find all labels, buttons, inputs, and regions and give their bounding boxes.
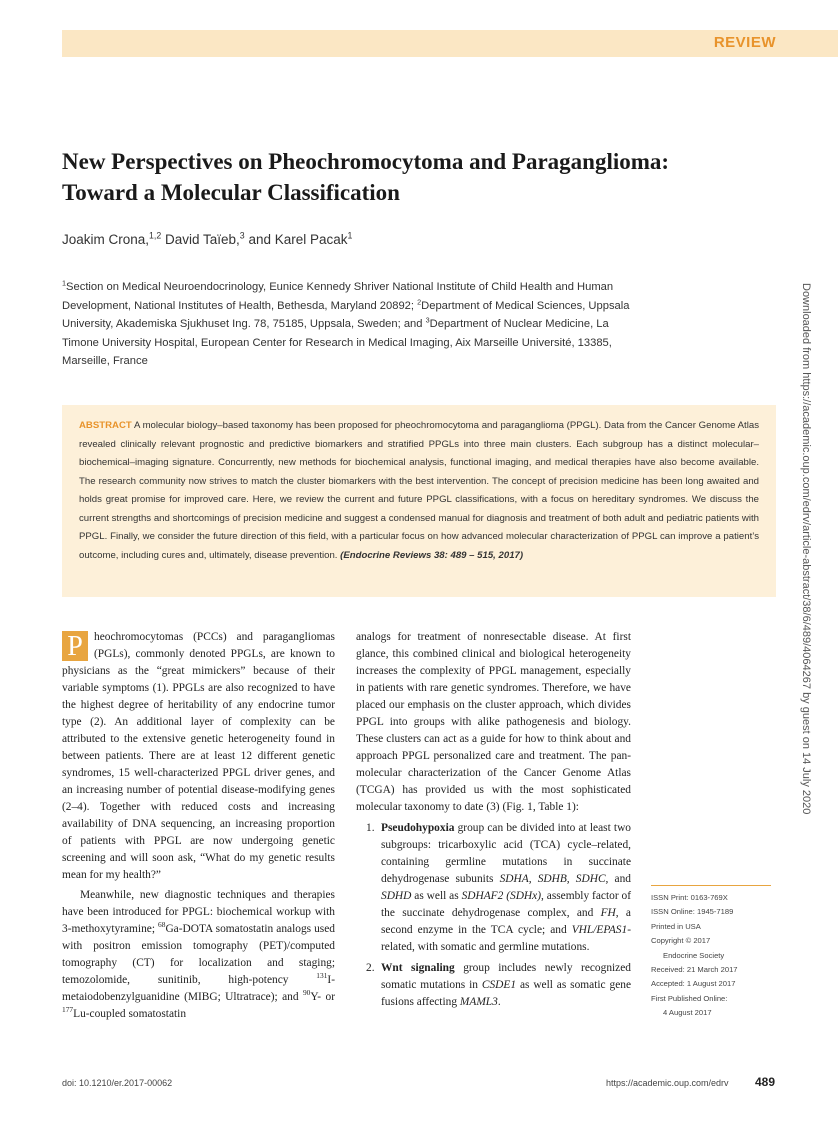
paragraph-text: Meanwhile, new diagnostic techniques and therapies have been introduced for PPGL: biochemical workup with 3-methoxytyramine; (62, 889, 335, 935)
cluster-name: Wnt signaling (381, 962, 455, 974)
list-text: as well as somatic gene fusions affecting (381, 979, 631, 1008)
list-number: 1. (366, 822, 375, 834)
list-text: . (497, 996, 501, 1008)
affiliation-text: Department of Nuclear Medicine, La Timone University Hospital, European Center for Research in Medical Imaging, Aix Marseille Université, 13385, Marseille, France (62, 318, 612, 368)
affiliations (62, 278, 642, 371)
issn-print: ISSN Print: 0163-769X (651, 893, 728, 902)
gene-name: SDHA, SDHB, SDHC, (499, 873, 609, 885)
section-banner (62, 30, 838, 57)
body-column-right (356, 629, 631, 1011)
affiliation-text: Department of Medical Sciences, Uppsala University, Akademiska Sjukhuset Ing. 78, 75185, Uppsala, Sweden; and (62, 299, 630, 331)
download-watermark: Downloaded from https://academic.oup.com/edrv/article-abstract/38/6/489/4064267 by guest on 14 July 2020 (800, 283, 812, 815)
copyright-holder: Endocrine Society (663, 950, 725, 960)
author-list (62, 232, 352, 247)
printed-in: Printed in USA (651, 921, 701, 931)
section-label: REVIEW (713, 34, 776, 51)
gene-name: VHL/EPAS1 (571, 924, 628, 936)
paragraph-text: heochromocytomas (PCCs) and paragangliomas (PGLs), commonly denoted PPGLs, are known to physicians as the “great mimickers” because of their variable symptoms (1). PPGLs are also recognized to have the highest degree of heritability of any endocrine tumor type (2). An additional layer of complexity can be attributed to the extensive genetic heterogeneity found in between patients. There are at least 12 different genetic syndromes, 15 well-characterized PPGL driver genes, and an increasing number of potential disease-modifying genes (2–4). Together with reduced costs and increasing availability of DNA sequencing, an increasing proportion of patients with PPGL are now undergoing genetic screening and will soon ask, “What do my genetic results mean for my health?” (62, 631, 335, 881)
list-text: as well as (411, 890, 462, 902)
isotope-mass: 177 (62, 1005, 74, 1015)
author-affiliation-mark: 1 (347, 230, 353, 241)
gene-name: SDHAF2 (SDHx) (461, 890, 542, 902)
list-item (356, 820, 631, 956)
gene-name: SDHD (381, 890, 412, 902)
page-number: 489 (755, 1075, 776, 1089)
list-number: 2. (366, 962, 375, 974)
paragraph-text: Lu-coupled somatostatin (73, 1008, 187, 1020)
first-published-date: 4 August 2017 (663, 1008, 712, 1018)
affiliation-text: Section on Medical Neuroendocrinology, Eunice Kennedy Shriver National Institute of Child Health and Human Development, National Institutes of Health, Bethesda, Maryland 20892; (62, 281, 614, 312)
gene-name: FH (600, 907, 616, 919)
article-title: New Perspectives on Pheochromocytoma and Paraganglioma: Toward a Molecular Classification (62, 149, 670, 205)
author-affiliation-mark: 1,2 (149, 230, 162, 241)
author-affiliation-mark: 3 (239, 230, 245, 241)
footer-doi: doi: 10.1210/er.2017-00062 (62, 1078, 173, 1088)
received-date: Received: 21 March 2017 (651, 965, 738, 975)
affiliation-mark: 2 (417, 296, 422, 306)
list-text: group can be divided into at least two subgroups: tricarboxylic acid (TCA) cycle–related, containing germline mutations in succinate dehydrogenase subunits (381, 822, 631, 885)
copyright: Copyright © 2017 (651, 936, 711, 946)
list-item (356, 960, 631, 1011)
abstract-text: A molecular biology–based taxonomy has been proposed for pheochromocytoma and paraganglioma (PPGL). Data from the Cancer Genome Atlas revealed clinically relevant prognostic and predictive biomarkers and stratified PPGLs into three main clusters. Each subgroup has a distinct molecular–biochemical–imaging signature. Concurrently, new methods for biochemical analysis, functional imaging, and medical therapies have also become available. The research community now strives to match the cluster biomarkers with the best intervention. The concept of precision medicine has been long awaited and holds great promise for improved care. Here, we review the current and future PPGL classifications, with a focus on hereditary syndromes. We discuss the current strengths and shortcomings of precision medicine and suggest a condensed manual for diagnosis and treatment of both adult and pediatric patients with PPGL. Finally, we consider the future direction of this field, with a particular focus on how advanced molecular characterization of PPGL can improve a patient’s outcome, including cures and, ultimately, disease prevention. (79, 420, 759, 561)
body-column-left (62, 629, 335, 1023)
cluster-list (356, 820, 631, 1011)
paragraph-text: Y- or (310, 991, 335, 1003)
body-paragraph: analogs for treatment of nonresectable disease. At first glance, this combined clinical and biological heterogeneity increases the complexity of PPGL management, especially in patients with rare genetic syndromes. Therefore, we have placed our emphasis on the cluster approach, which divides PPGL into groups with alike pathogenesis and biology. These clusters can act as a guide for how to think about and approach PPGL personalized care and treatment. The pan-molecular characterization of the Cancer Genome Atlas (TCGA) has provided us with the most sophisticated molecular taxonomy to date (3) (Fig. 1, Table 1): (356, 631, 631, 813)
paragraph-text: I-metaiodobenzylguanidine (MIBG; Ultratrace); and (62, 974, 335, 1003)
issn-info (651, 885, 771, 1021)
gene-name: CSDE1 (481, 979, 517, 991)
first-published-label: First Published Online: (651, 993, 728, 1003)
isotope-mass: 68 (158, 920, 166, 930)
list-text: group includes newly recognized somatic mutations in (381, 962, 631, 991)
isotope-mass: 131 (316, 971, 328, 981)
author-name: David Taïeb, (161, 232, 240, 247)
list-text: , assembly factor of the succinate dehydrogenase complex, and (381, 890, 631, 919)
affiliation-mark: 1 (62, 278, 67, 288)
body-paragraph (62, 629, 335, 884)
isotope-mass: 90 (302, 988, 311, 998)
drop-cap: P (62, 631, 88, 661)
footer-url[interactable]: https://academic.oup.com/edrv (606, 1078, 729, 1088)
list-text: -related, with somatic and germline mutations. (381, 924, 631, 953)
abstract-label: ABSTRACT (79, 420, 132, 431)
cluster-name: Pseudohypoxia (381, 822, 455, 834)
abstract-box (62, 405, 776, 597)
gene-name: MAML3 (459, 996, 498, 1008)
paragraph-text: Ga-DOTA somatostatin analogs used with positron emission tomography (PET)/computed tomography (CT) for localization and staging; temozolomide, sunitinib, high-potency (62, 923, 335, 986)
accepted-date: Accepted: 1 August 2017 (651, 979, 736, 989)
list-text: and (608, 873, 631, 885)
affiliation-mark: 3 (425, 315, 430, 325)
author-name: and Karel Pacak (244, 232, 348, 247)
abstract-citation: (Endocrine Reviews 38: 489 – 515, 2017) (340, 549, 524, 561)
issn-online: ISSN Online: 1945-7189 (651, 907, 734, 917)
author-name: Joakim Crona, (62, 232, 150, 247)
list-text: , a second enzyme in the TCA cycle; and (381, 907, 631, 936)
body-paragraph (62, 887, 335, 1023)
